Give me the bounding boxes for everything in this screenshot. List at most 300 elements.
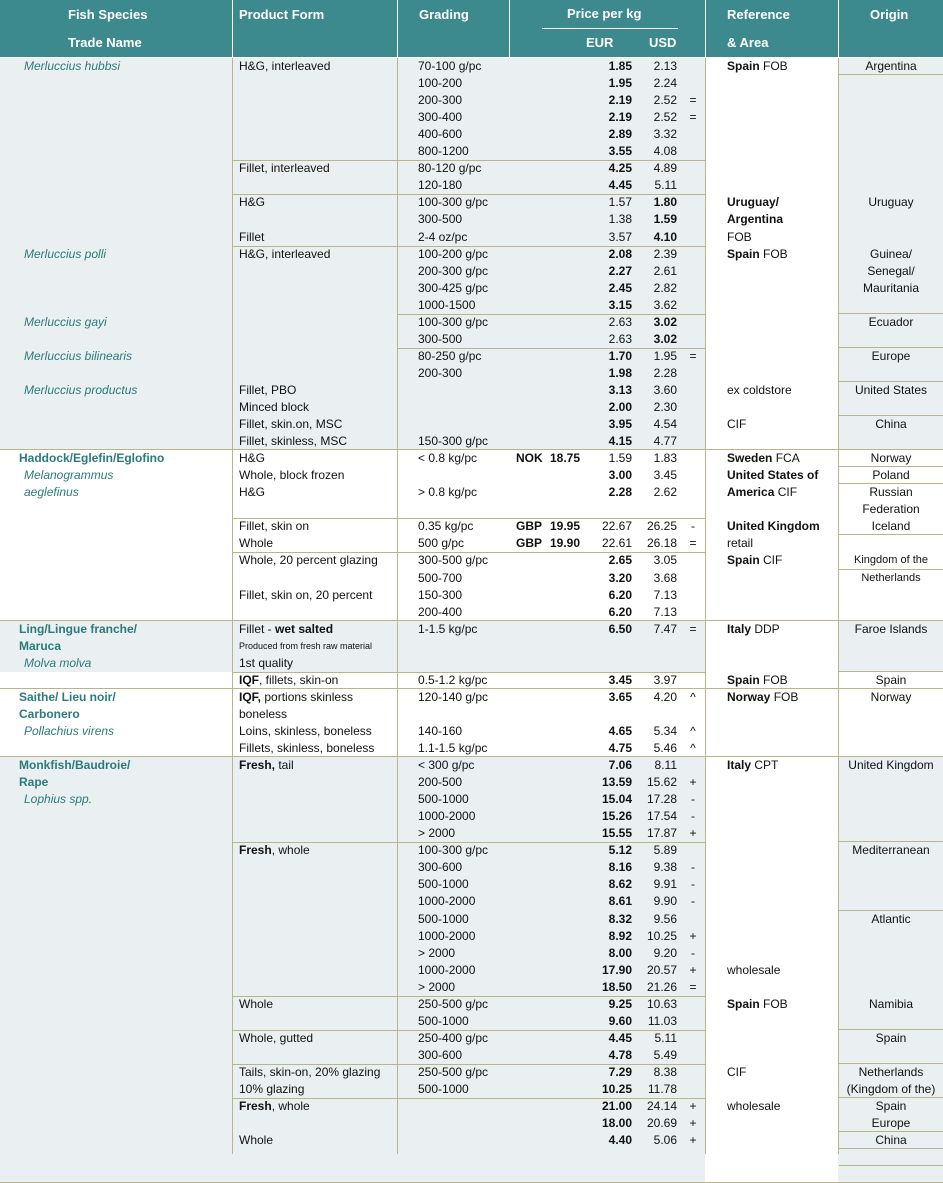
price-usd: 15.62 [646,775,677,789]
grading: 500-1000 [418,877,469,891]
price-eur: 1.59 [608,451,632,465]
product-form-text: Whole, 20 percent glazing [239,553,378,567]
grading: 800-1200 [418,144,469,158]
grading: 80-120 g/pc [418,161,482,175]
price-usd: 2.28 [653,366,677,380]
price-change: - [691,877,695,891]
grading: 300-600 [418,860,463,874]
price-eur: 21.00 [601,1099,632,1113]
price-eur: 1.70 [608,349,632,363]
reference-area [727,230,837,244]
product-form-text: H&G, interleaved [239,59,331,73]
reference-area [727,212,837,226]
col-usd: USD [649,35,677,50]
price-eur: 3.65 [608,690,632,704]
product-form-text: Whole [239,536,274,550]
reference-area [727,1099,837,1113]
grading: 300-400 [418,110,463,124]
trade-name: Rape [19,775,49,789]
price-usd: 1.80 [653,195,677,209]
grading: 200-300 [418,366,463,380]
origin-divider [839,483,943,484]
origin: United States [854,383,928,397]
price-eur: 3.55 [608,144,632,158]
product-form [239,1099,397,1113]
reference-part: Italy [727,622,752,636]
trade-name: Saithe/ Lieu noir/ [19,690,116,704]
price-usd: 11.03 [647,1014,677,1028]
product-form-text: Fillet, skinless, MSC [239,434,348,448]
reference-area [727,468,837,482]
price-usd: 5.49 [653,1048,677,1062]
currency-code: NOK [516,451,543,465]
price-change: - [691,860,695,874]
origin: Spain [875,673,907,687]
reference-area [727,622,837,636]
grading: 100-300 g/pc [418,195,489,209]
origin: Namibia [868,997,913,1011]
origin: Norway [870,451,912,465]
section-divider [0,620,943,621]
grading: 140-160 [418,724,463,738]
product-form-emphasis: wet salted [275,622,334,636]
origin: Europe [871,1116,911,1130]
price-usd: 3.62 [653,298,677,312]
product-form-text: H&G, interleaved [239,247,331,261]
origin: Faroe Islands [854,622,928,636]
price-change: - [691,809,695,823]
price-eur: 1.57 [608,195,632,209]
grading: 500 g/pc [418,536,465,550]
price-change: - [691,519,695,533]
product-form [239,707,397,721]
origin: Federation [862,502,920,516]
price-eur: 22.67 [601,519,632,533]
price-eur: 8.32 [608,912,632,926]
reference-area [727,758,837,772]
origin: Mauritania [862,281,920,295]
price-usd: 7.13 [653,605,677,619]
price-eur: 3.20 [608,571,632,585]
reference-part: FOB [770,690,799,704]
origin-divider [839,841,943,842]
origin: Poland [872,468,910,482]
price-eur: 2.28 [608,485,632,499]
product-form-text: Tails, skin-on, 20% glazing [239,1065,381,1079]
price-usd: 3.02 [653,332,677,346]
product-form [239,417,397,431]
price-change: = [689,349,697,363]
price-change: + [689,1116,697,1130]
product-form [239,451,397,465]
price-usd: 7.47 [653,622,677,636]
origin: China [875,1133,907,1147]
reference-part: CPT [751,758,779,772]
origin: Norway [870,690,912,704]
origin: Uruguay [868,195,914,209]
reference-part: Spain [727,997,760,1011]
product-form-text: Fillet [239,230,265,244]
origin-divider [839,347,943,348]
price-usd: 4.10 [653,230,677,244]
reference-part: wholesale [727,963,781,977]
price-eur: 10.25 [601,1082,632,1096]
reference-part: DDP [751,622,780,636]
table-header [0,0,943,57]
price-usd: 10.63 [646,997,677,1011]
price-usd: 3.45 [653,468,677,482]
reference-part: United Kingdom [727,519,820,533]
grading: < 0.8 kg/pc [418,451,478,465]
species-name: Lophius spp. [24,792,93,806]
reference-part: Uruguay/ [727,195,780,209]
reference-part: retail [727,536,754,550]
price-eur: 13.59 [601,775,632,789]
product-form-emphasis: Fresh [239,1099,272,1113]
price-usd: 26.25 [646,519,677,533]
product-form-text: , fillets, skin-on [259,673,339,687]
price-change: ^ [690,724,696,738]
product-form [239,230,397,244]
price-eur: 2.27 [608,264,632,278]
price-usd: 1.59 [653,212,677,226]
origin: Kingdom of the [854,554,928,566]
price-usd: 1.95 [653,349,677,363]
price-eur: 6.20 [608,588,632,602]
price-usd: 11.78 [647,1082,677,1096]
product-form [239,485,397,499]
price-usd: 24.14 [646,1099,677,1113]
price-eur: 2.65 [608,553,632,567]
price-usd: 9.38 [653,860,677,874]
grading: 0.5-1.2 kg/pc [418,673,488,687]
product-form [239,400,397,414]
origin-divider [839,466,943,467]
grading: < 300 g/pc [418,758,475,772]
reference-part: Spain [727,673,760,687]
grading: > 2000 [418,980,456,994]
price-eur: 7.29 [608,1065,632,1079]
price-eur: 8.62 [608,877,632,891]
origin: Netherlands [861,572,921,584]
grading: 1000-2000 [418,929,476,943]
origin-divider [839,1148,943,1149]
product-form [239,588,397,602]
price-eur: 4.45 [608,1031,632,1045]
origin: Russian [869,485,913,499]
origin-divider [839,688,943,689]
product-form-text: Fillet, skin on [239,519,310,533]
reference-area [727,1065,837,1079]
price-eur: 1.85 [608,59,632,73]
product-form-text: portions skinless [261,690,354,704]
price-usd: 2.82 [653,281,677,295]
product-form [239,536,397,550]
price-change: = [689,93,697,107]
product-form-text: tail [275,758,294,772]
reference-area [727,59,837,73]
reference-part: Argentina [727,212,784,226]
price-usd: 9.56 [653,912,677,926]
species-name: Merluccius polli [24,247,107,261]
price-usd: 17.28 [646,792,677,806]
col-fish-species: Fish Species [68,7,148,22]
grading: 1000-2000 [418,963,476,977]
price-usd: 9.20 [653,946,677,960]
product-form-text: Fillet - [239,622,275,636]
product-form [239,690,397,704]
product-form-text: Whole, gutted [239,1031,314,1045]
price-usd: 5.89 [653,843,677,857]
price-eur: 18.00 [601,1116,632,1130]
currency-code: GBP [516,519,543,533]
price-change: = [689,622,697,636]
trade-name: Ling/Lingue franche/ [19,622,138,636]
reference-area [727,553,837,567]
product-form [239,656,397,670]
grading: 2-4 oz/pc [418,230,468,244]
origin-divider [839,671,943,672]
column-rule [397,58,398,1154]
price-eur: 2.08 [608,247,632,261]
product-form-text: H&G [239,451,266,465]
price-eur: 9.60 [608,1014,632,1028]
price-eur: 4.45 [608,178,632,192]
reference-part: Norway [727,690,771,704]
trade-name: Haddock/Eglefin/Eglofino [19,451,165,465]
price-usd: 2.52 [653,110,677,124]
species-name: Merluccius bilinearis [24,349,133,363]
grading: 1-1.5 kg/pc [418,622,478,636]
species-name: Merluccius hubbsi [24,59,121,73]
reference-area [727,247,837,261]
grading: 400-600 [418,127,463,141]
reference-part: FOB [759,247,788,261]
product-form-emphasis: Fresh [239,843,272,857]
product-form-text: Fillet, PBO [239,383,297,397]
price-eur: 15.55 [601,826,632,840]
product-form-emphasis: Fresh, [239,758,276,772]
price-eur: 4.25 [608,161,632,175]
grading: 200-400 [418,605,463,619]
grading: 250-400 g/pc [418,1031,489,1045]
price-usd: 4.54 [653,417,677,431]
origin: Argentina [865,59,917,73]
price-eur: 1.98 [608,366,632,380]
price-eur: 2.19 [608,110,632,124]
price-usd: 4.89 [653,161,677,175]
grading: 500-1000 [418,1014,469,1028]
grading: 100-300 g/pc [418,843,489,857]
grading: 500-1000 [418,1082,469,1096]
grading: 500-1000 [418,792,469,806]
price-eur: 22.61 [601,536,632,550]
product-form-text: Fillets, skinless, boneless [239,741,375,755]
price-change: - [691,894,695,908]
origin: Atlantic [871,912,911,926]
price-usd: 5.06 [653,1133,677,1147]
reference-area [727,673,837,687]
price-eur: 3.57 [608,230,632,244]
grading: 100-300 g/pc [418,315,489,329]
grading: 0.35 kg/pc [418,519,474,533]
origin-divider [839,910,943,911]
price-eur: 7.06 [608,758,632,772]
price-eur: 4.78 [608,1048,632,1062]
product-form [239,724,397,738]
reference-part: CIF [727,417,747,431]
origin: Guinea/ [869,247,913,261]
price-change: - [691,792,695,806]
price-usd: 17.87 [646,826,677,840]
price-usd: 5.11 [654,178,677,192]
price-eur: 8.92 [608,929,632,943]
origin-divider [839,381,943,382]
price-usd: 7.13 [653,588,677,602]
price-eur: 6.20 [608,605,632,619]
grading: 500-1000 [418,912,469,926]
product-form-text: 10% glazing [239,1082,305,1096]
reference-part: Sweden [727,451,773,465]
reference-part: United States of [727,468,819,482]
price-change: = [689,980,697,994]
origin-divider [839,569,943,570]
grading: 80-250 g/pc [418,349,482,363]
price-usd: 2.62 [653,485,677,499]
price-eur: 18.50 [601,980,632,994]
product-form [239,843,397,857]
price-usd: 2.24 [653,76,677,90]
reference-part: FOB [759,673,788,687]
reference-part: CIF [759,553,783,567]
trade-name: Carbonero [19,707,80,721]
price-usd: 9.90 [653,894,677,908]
price-usd: 3.97 [653,673,677,687]
reference-part: America [727,485,775,499]
col-reference: Reference [727,7,790,22]
product-form [239,997,397,1011]
origin: Spain [875,1099,907,1113]
product-form-text: Produced from fresh raw material [239,641,373,651]
price-usd: 1.83 [653,451,677,465]
price-usd: 3.68 [653,571,677,585]
price-eur: 15.04 [601,792,632,806]
grading: > 0.8 kg/pc [418,485,478,499]
price-eur: 4.15 [608,434,632,448]
reference-area [727,963,837,977]
grading: 200-500 [418,775,463,789]
grading: 70-100 g/pc [418,59,482,73]
col-grading: Grading [419,7,469,22]
origin-divider [839,415,943,416]
product-form [239,1031,397,1045]
price-change: + [689,929,697,943]
product-form [239,1065,397,1079]
price-change: + [689,1133,697,1147]
origin: Senegal/ [867,264,915,278]
section-divider [0,688,943,689]
reference-area [727,536,837,550]
price-change: - [691,946,695,960]
origin: China [875,417,907,431]
price-eur: 1.95 [608,76,632,90]
origin: (Kingdom of the) [846,1082,936,1096]
product-form-text: Fillet, skin.on, MSC [239,417,343,431]
price-usd: 17.54 [646,809,677,823]
price-usd: 2.61 [653,264,677,278]
price-usd: 3.02 [653,315,677,329]
reference-area [727,997,837,1011]
price-usd: 20.69 [646,1116,677,1130]
origin-divider [839,534,943,535]
product-form [239,553,397,567]
price-usd: 21.26 [646,980,677,994]
reference-part: CIF [727,1065,747,1079]
origin-divider [839,1131,943,1132]
price-usd: 26.18 [646,536,677,550]
product-form-text: H&G [239,195,266,209]
product-form [239,247,397,261]
product-form [239,639,397,653]
reference-part: FOB [759,59,788,73]
price-eur: 1.38 [608,212,632,226]
price-change: ^ [690,741,696,755]
product-form [239,622,397,636]
price-eur: 2.00 [608,400,632,414]
price-change: + [689,1099,697,1113]
product-form-text: Fillet, interleaved [239,161,330,175]
reference-part: FCA [772,451,800,465]
price-eur: 5.12 [608,843,632,857]
product-form [239,758,397,772]
product-form-text: Minced block [239,400,310,414]
reference-part: wholesale [727,1099,781,1113]
price-usd: 2.13 [653,59,677,73]
reference-part: Italy [727,758,752,772]
currency-code: GBP [516,536,543,550]
price-usd: 3.32 [653,127,677,141]
origin-divider [839,620,943,621]
product-form-text: , whole [271,1099,310,1113]
grading: 200-300 g/pc [418,264,489,278]
species-name: Molva molva [24,656,92,670]
section-divider [0,756,943,757]
price-eur: 15.26 [601,809,632,823]
product-form [239,741,397,755]
grading: > 2000 [418,826,456,840]
product-form [239,1082,397,1096]
price-eur: 4.75 [608,741,632,755]
product-form [239,434,397,448]
grading: 100-200 [418,76,463,90]
product-form [239,383,397,397]
product-form-text: Fillet, skin on, 20 percent [239,588,373,602]
price-usd: 9.91 [653,877,677,891]
col-origin: Origin [870,7,909,22]
reference-part: Spain [727,59,760,73]
col-product-form: Product Form [239,7,325,22]
reference-area [727,451,837,465]
species-name: aeglefinus [24,485,79,499]
column-rule [232,58,233,1154]
grading: 150-300 g/pc [418,434,489,448]
price-eur: 2.63 [608,332,632,346]
origin-divider [839,74,943,75]
col-price-per-kg: Price per kg [567,6,642,21]
price-eur: 8.61 [608,894,632,908]
price-eur: 3.00 [608,468,632,482]
trade-name: Maruca [19,639,62,653]
